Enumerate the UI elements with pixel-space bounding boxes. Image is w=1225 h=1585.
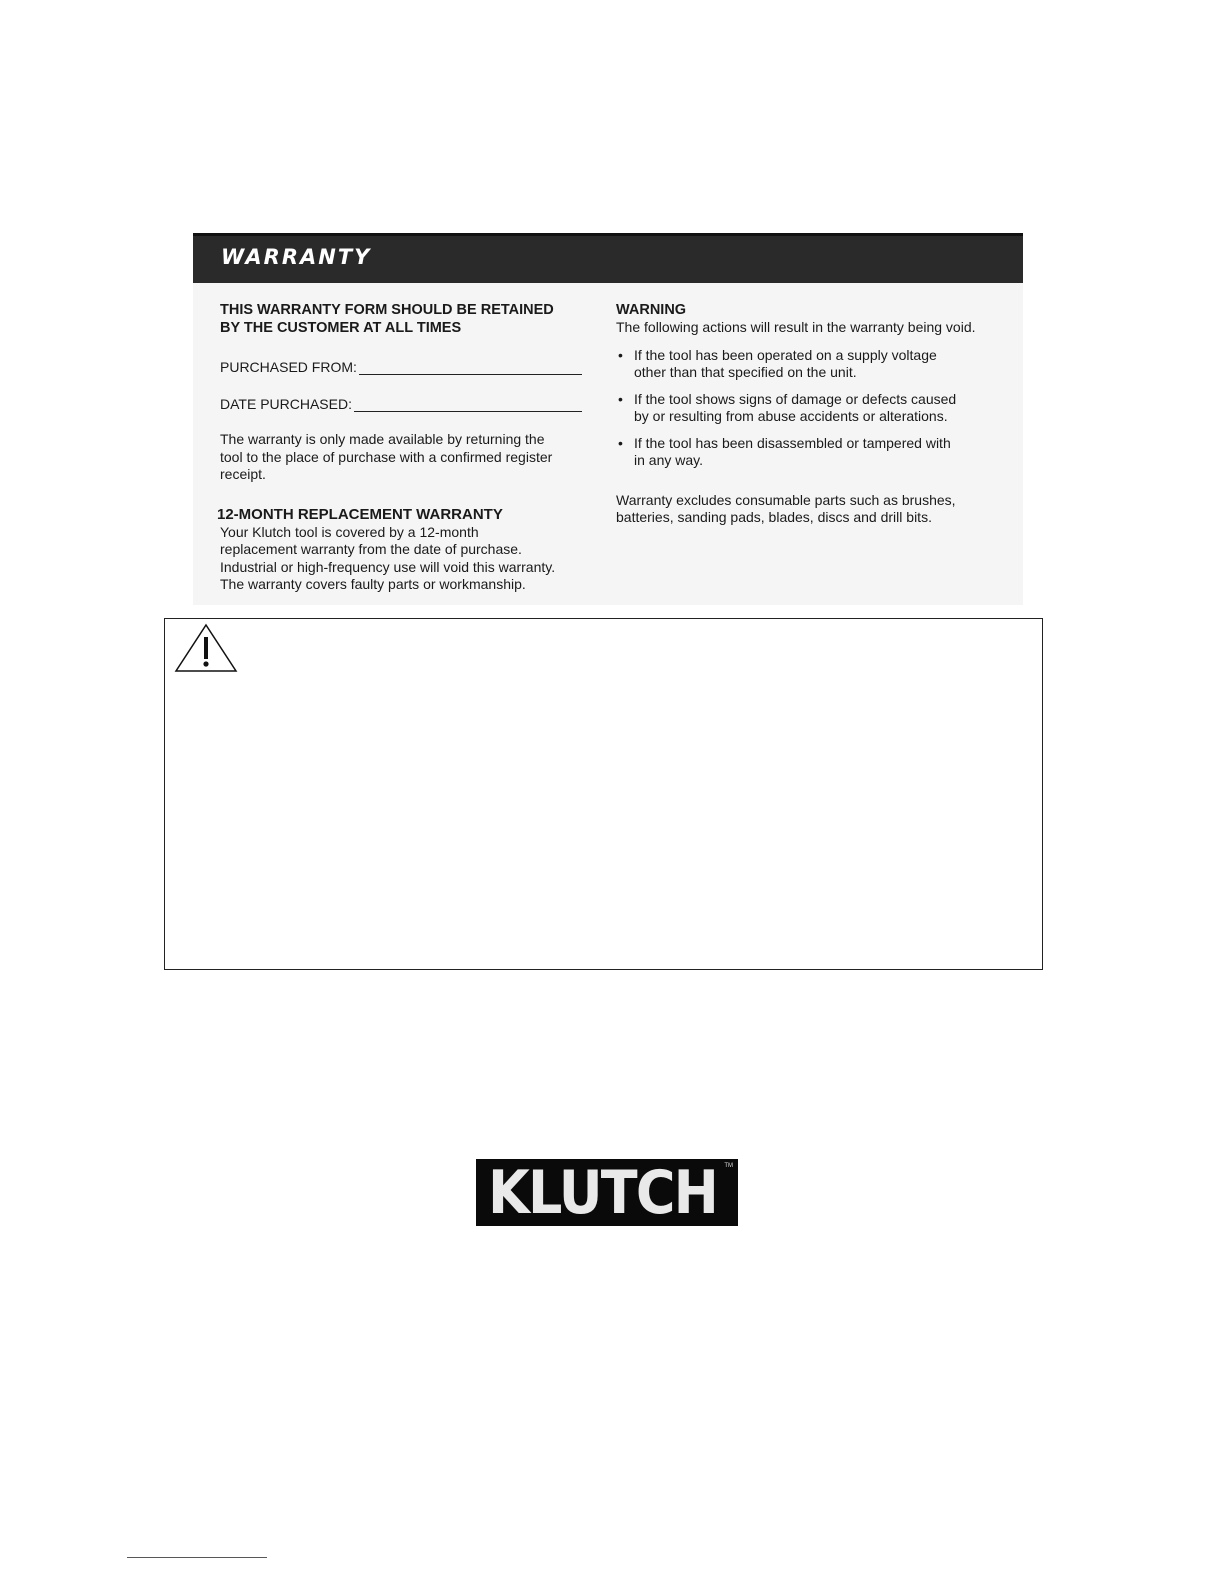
bullet-line: If the tool shows signs of damage or defects caused [634, 390, 957, 407]
bullet-dot: • [618, 434, 623, 451]
availability-paragraph [220, 431, 590, 484]
purchased-from-line[interactable] [359, 358, 582, 375]
availability-line: The warranty is only made available by returning the [220, 431, 545, 447]
replacement-paragraph [220, 524, 590, 594]
purchased-from-label: PURCHASED FROM: [220, 359, 357, 375]
bullet-line: If the tool has been disassembled or tampered with [634, 434, 951, 451]
warning-bullet-item [616, 347, 1001, 382]
warning-bullet-list [616, 347, 1001, 470]
bullet-line: If the tool has been operated on a supply voltage [634, 346, 937, 363]
warranty-left-column [217, 301, 590, 594]
retain-heading [220, 301, 590, 337]
replacement-line: The warranty covers faulty parts or workmanship. [220, 576, 526, 592]
replacement-line: Your Klutch tool is covered by a 12-month [220, 523, 479, 540]
logo-text: KLUTCH [488, 1158, 718, 1228]
replacement-heading: 12-MONTH REPLACEMENT WARRANTY [217, 505, 503, 523]
purchased-from-field[interactable] [220, 355, 582, 375]
logo-trademark: TM [724, 1163, 733, 1169]
warranty-title: WARRANTY [221, 245, 372, 269]
date-purchased-field[interactable] [220, 392, 582, 412]
alert-box [164, 618, 1043, 970]
warning-triangle-icon [174, 623, 238, 673]
footnote-rule [127, 1557, 267, 1558]
warning-bullet-item [616, 391, 1001, 426]
bullet-line: other than that specified on the unit. [634, 364, 857, 380]
warning-heading: WARNING [616, 302, 687, 318]
bullet-dot: • [618, 346, 623, 363]
replacement-line: Industrial or high-frequency use will void this warranty. [220, 558, 556, 575]
availability-line: tool to the place of purchase with a confirmed register [220, 448, 553, 465]
excludes-paragraph [616, 492, 1001, 527]
warranty-panel [193, 233, 1023, 605]
replacement-line: replacement warranty from the date of purchase. [220, 541, 522, 557]
date-purchased-line[interactable] [354, 395, 582, 412]
warranty-header [193, 233, 1023, 283]
warning-intro: The following actions will result in the warranty being void. [616, 319, 976, 335]
availability-line: receipt. [220, 466, 266, 482]
bullet-line: in any way. [634, 452, 703, 468]
warning-bullet-item [616, 435, 1001, 470]
excludes-line: batteries, sanding pads, blades, discs and drill bits. [616, 509, 932, 525]
klutch-logo [476, 1159, 738, 1226]
date-purchased-label: DATE PURCHASED: [220, 396, 352, 412]
bullet-dot: • [618, 390, 623, 407]
retain-heading-line2: BY THE CUSTOMER AT ALL TIMES [220, 320, 462, 336]
excludes-line: Warranty excludes consumable parts such as brushes, [616, 491, 956, 508]
retain-heading-line1: THIS WARRANTY FORM SHOULD BE RETAINED [220, 302, 554, 318]
bullet-line: by or resulting from abuse accidents or alterations. [634, 408, 948, 424]
warranty-right-column [616, 301, 1001, 527]
